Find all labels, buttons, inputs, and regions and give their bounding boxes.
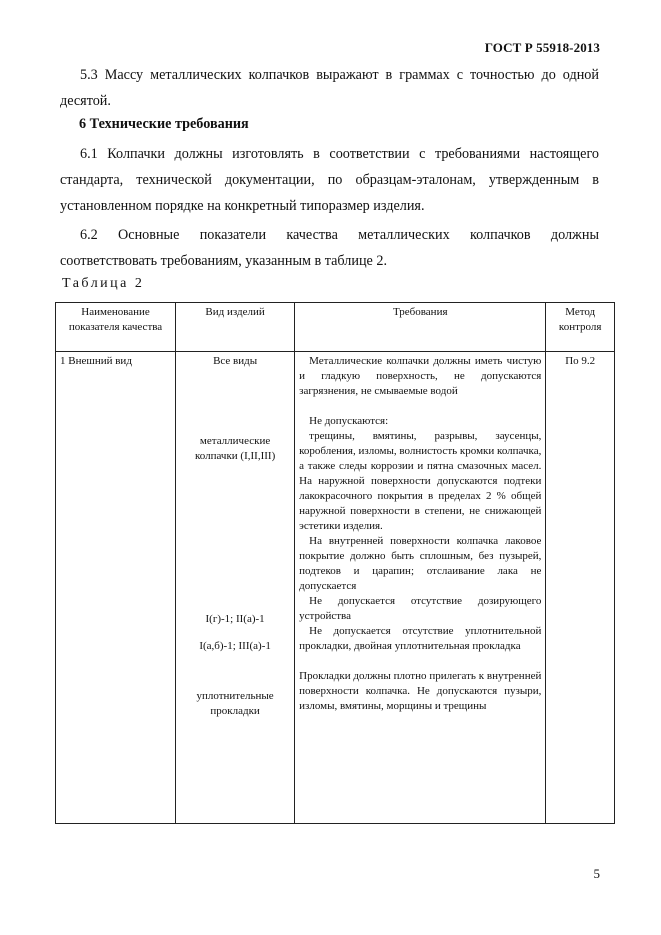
header-kind: Вид изделий bbox=[176, 303, 295, 352]
section-6-title: 6 Технические требования bbox=[79, 116, 249, 132]
paragraph-5-3 bbox=[60, 62, 599, 114]
paragraph-6-2 bbox=[60, 222, 599, 274]
kind-iab-iiia: I(а,б)-1; III(а)-1 bbox=[199, 640, 271, 652]
cell-indicator: 1 Внешний вид bbox=[56, 352, 176, 824]
req-lacquer: На внутренней поверхности колпачка лаковое покрытие должно быть сплошным, без пузырей, подтеков и царапин; отслаивание лака не допускается bbox=[299, 535, 542, 592]
header-indicator: Наименование показателя качества bbox=[56, 303, 176, 352]
paragraph-6-1-text: 6.1 Колпачки должны изготовлять в соответствии с требованиями настоящего стандарта, технической документации, по образцам-эталонам, утвержденным в установленном порядке на конкретный типоразмер изделия. bbox=[60, 146, 599, 214]
header-requirements: Требования bbox=[295, 303, 546, 352]
paragraph-5-3-text: 5.3 Массу металлических колпачков выражают в граммах с точностью до одной десятой. bbox=[60, 67, 599, 109]
req-gasket-presence: Не допускается отсутствие уплотнительной прокладки, двойная уплотнительная прокладка bbox=[299, 625, 542, 652]
kind-ig-iia: I(г)-1; II(а)-1 bbox=[205, 613, 265, 625]
req-defects: трещины, вмятины, разрывы, заусенцы, коробления, изломы, волнистость кромки колпачка, а также следы коррозии и пятна смазочных масел. На наружной поверхности допускаются подтеки лакокрасочного покрытия в пределах 2 % общей наружной поверхности в степени, не снижающей эстетики изделия. bbox=[299, 430, 542, 532]
paragraph-6-1 bbox=[60, 141, 599, 219]
req-gasket-fit: Прокладки должны плотно прилегать к внутренней поверхности колпачка. Не допускаются пузыри, изломы, вмятины, морщины и трещины bbox=[299, 670, 542, 712]
req-clean-surface: Металлические колпачки должны иметь чистую и гладкую поверхность, не допускаются загрязнения, не смываемые водой bbox=[299, 355, 542, 397]
cell-requirements bbox=[295, 352, 546, 824]
header-method: Метод контроля bbox=[546, 303, 615, 352]
table-row bbox=[56, 352, 615, 824]
page-number: 5 bbox=[593, 866, 600, 881]
req-not-allowed-title: Не допускаются: bbox=[309, 415, 389, 427]
kind-gaskets: уплотнительные прокладки bbox=[196, 690, 274, 717]
req-dosing-device: Не допускается отсутствие дозирующего устройства bbox=[299, 595, 542, 622]
kind-all: Все виды bbox=[213, 355, 258, 367]
paragraph-6-2-text: 6.2 Основные показатели качества металлических колпачков должны соответствовать требованиям, указанным в таблице 2. bbox=[60, 227, 599, 269]
kind-metal-caps: металлические колпачки (I,II,III) bbox=[194, 435, 276, 462]
document-id: ГОСТ Р 55918-2013 bbox=[484, 40, 600, 55]
quality-table bbox=[55, 302, 615, 824]
cell-kinds bbox=[176, 352, 295, 824]
table-header-row bbox=[56, 303, 615, 352]
table-caption: Таблица 2 bbox=[62, 276, 145, 291]
cell-method: По 9.2 bbox=[546, 352, 615, 824]
